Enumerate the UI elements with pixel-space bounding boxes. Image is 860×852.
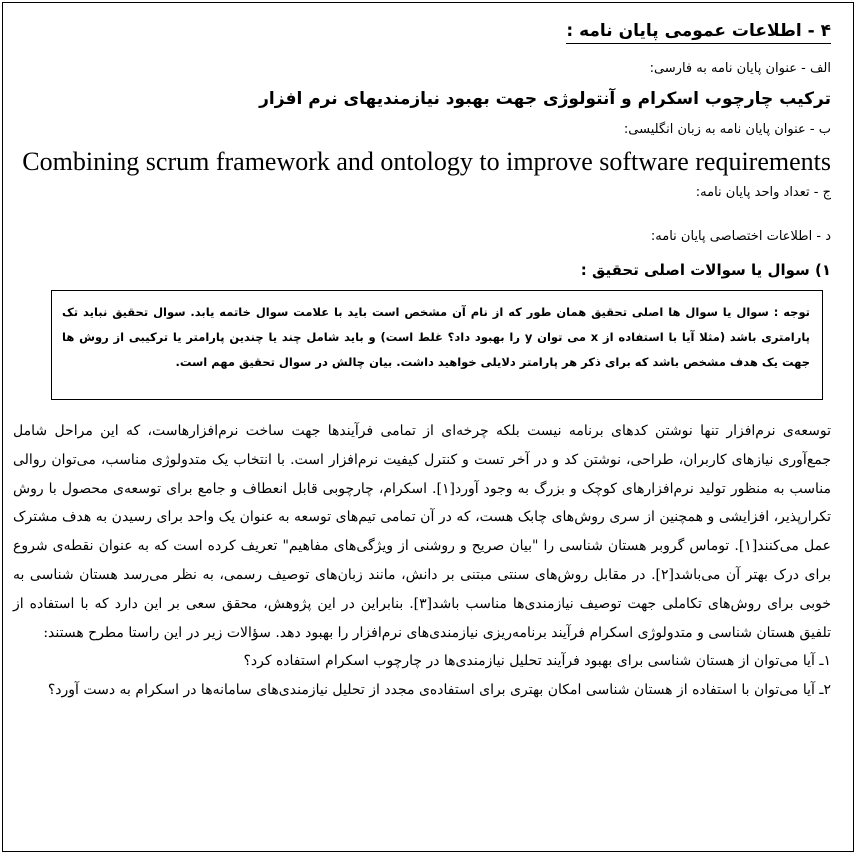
note-text: توجه : سوال یا سوال ها اصلی تحقیق همان طور که از نام آن مشخص است باید با علامت سوال خاتمه یابد. سوال تحقیق نباید تک پارامتری باشد (مثلا آیا با استفاده از x می توان y را بهبود داد؟ غلط است) و باید شامل چند یا چندین پارامتر یا ترکیبی از روش ها جهت یک هدف مشخص باشد که برای ذکر هر پارامتر دلایلی خواهید داشت. بیان چالش در سوال تحقیق مهم است.	[62, 305, 810, 369]
label-specific-info: د - اطلاعات اختصاصی پایان نامه:	[650, 229, 831, 244]
section-title-text: ۴ - اطلاعات عمومی پایان نامه :	[566, 21, 831, 44]
research-question-heading: ۱) سوال یا سوالات اصلی تحقیق :	[580, 261, 831, 279]
thesis-title-english: Combining scrum framework and ontology to improve software requirements	[22, 147, 831, 176]
note-box	[51, 290, 823, 400]
label-english-title: ب - عنوان پایان نامه به زبان انگلیسی:	[623, 122, 831, 137]
research-question-2: ۲ـ آیا می‌توان با استفاده از هستان شناسی امکان بهتری برای استفاده‌ی مجدد از تحلیل نیازمندی‌های سامانه‌ها در اسکرام به دست آورد؟	[47, 682, 831, 699]
research-question-1: ۱ـ آیا می‌توان از هستان شناسی برای بهبود فرآیند تحلیل نیازمندی‌ها در چارچوب اسکرام استفاده کرد؟	[243, 653, 831, 670]
label-persian-title: الف - عنوان پایان نامه به فارسی:	[649, 61, 831, 76]
thesis-form-page	[2, 2, 854, 852]
thesis-title-persian: ترکیب چارچوب اسکرام و آنتولوژی جهت بهبود نیازمندیهای نرم افزار	[259, 89, 831, 109]
intro-paragraph: توسعه‌ی نرم‌افزار تنها نوشتن کدهای برنامه نیست بلکه چرخه‌ای از تمامی فرآیندها جهت ساخت نرم‌افزارهاست، که این مراحل شامل جمع‌آوری نیازهای کاربران، طراحی، نوشتن کد و در آخر تست و کنترل کیفیت نرم‌افزار است. با انتخاب یک متدولوژی مناسب، می‌توان روالی مناسب به منظور تولید نرم‌افزارهای کوچک و بزرگ به وجود آورد[۱]. اسکرام، چارچوبی قابل انعطاف و جامع برای توسعه‌ی محصول با روش تکرارپذیر، افزایشی و همچنین از سری روش‌های چابک هست، که در آن تمامی تیم‌های توسعه به عنوان یک واحد برای رسیدن به هدف مشترک عمل می‌کنند[۱]. توماس گروبر هستان شناسی را "بیان صریح و روشنی از ویژگی‌های مفاهیم" تعریف کرده است که به عنوان نقطه‌ی شروع برای درک بهتر آن می‌باشد[۲]. در مقابل روش‌های سنتی مبتنی بر دانش، مانند زبان‌های توصیف رسمی، به نظر می‌رسد هستان شناسی به خوبی برای روش‌های تکاملی جهت توصیف نیازمندی‌ها مناسب باشد[۳]. بنابراین در این پژوهش، محقق سعی بر این دارد که با استفاده از تلفیق هستان شناسی و متدولوژی اسکرام فرآیند برنامه‌ریزی نیازمندی‌های نرم‌افزار را بهبود دهد. سؤالات زیر در این راستا مطرح هستند:	[13, 423, 832, 641]
label-credit-count: ج - تعداد واحد پایان نامه:	[695, 185, 831, 200]
section-title	[566, 21, 831, 41]
body-text	[13, 417, 831, 705]
